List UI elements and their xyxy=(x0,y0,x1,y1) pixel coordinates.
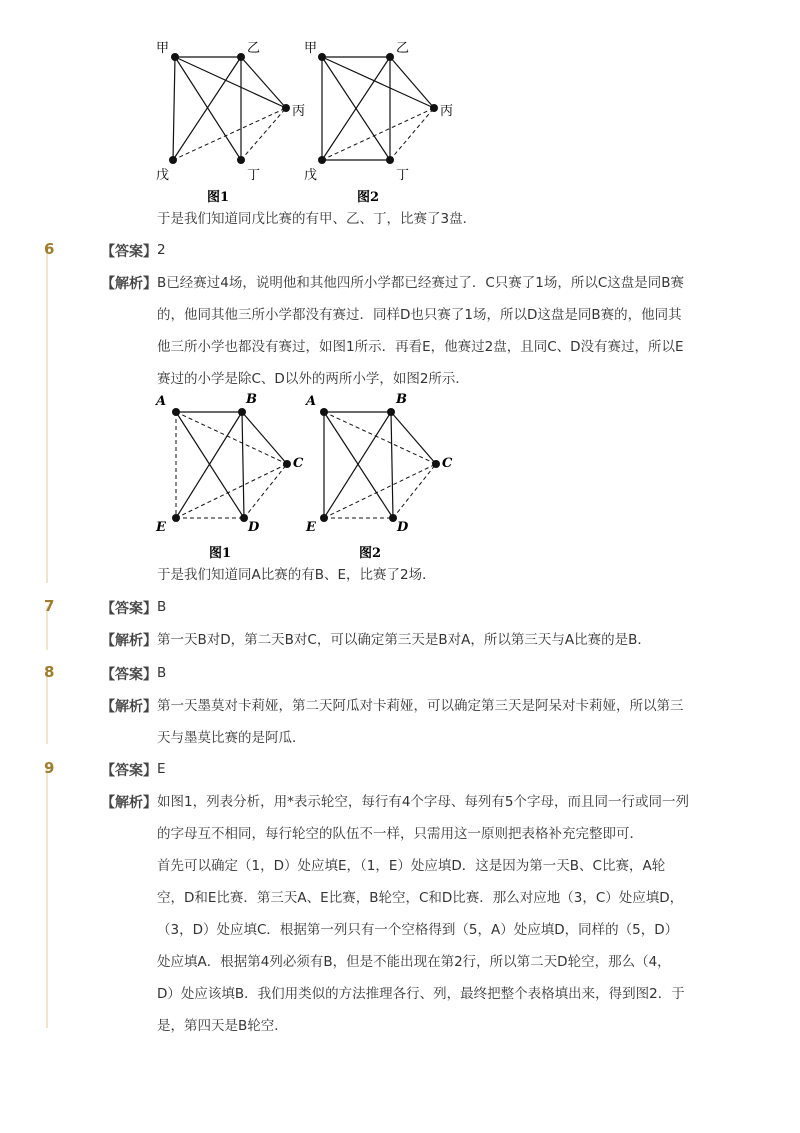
answer-value: E xyxy=(157,761,166,777)
answer-value: B xyxy=(157,665,167,681)
vertex-label: C xyxy=(293,456,304,471)
conclusion-text: 于是我们知道同戊比赛的有甲、乙、丁，比赛了3盘． xyxy=(157,211,477,227)
analysis-label: 【解析】 xyxy=(101,699,157,715)
vertex-label: D xyxy=(397,520,409,535)
vertex-label: A xyxy=(156,394,167,409)
vertex-label: B xyxy=(246,392,257,407)
answer-value: 2 xyxy=(157,242,166,258)
vertex-label: D xyxy=(248,520,260,535)
vertex-label: C xyxy=(442,456,453,471)
analysis-line: 天与墨莫比赛的是阿瓜． xyxy=(157,730,306,746)
analysis-label: 【解析】 xyxy=(101,795,157,811)
vertex-label: E xyxy=(306,520,316,535)
analysis-line: 是，第四天是B轮空． xyxy=(157,1018,288,1034)
vertex-label: 甲 xyxy=(304,41,318,56)
vertex-label: 乙 xyxy=(247,41,261,56)
analysis-line: 如图1，列表分析，用*表示轮空，每行有4个字母、每列有5个字母，而且同一行或同一列 xyxy=(157,794,690,810)
figure-caption: 图1 xyxy=(209,546,232,561)
analysis-line: 首先可以确定（1，D）处应填E，（1，E）处应填D．这是因为第一天B、C比赛，A轮 xyxy=(157,858,666,874)
vertex-label: 戊 xyxy=(156,168,170,183)
analysis-line: D）处应该填B．我们用类似的方法推理各行、列，最终把整个表格填出来，得到图2．于 xyxy=(157,986,685,1002)
vertex-label: B xyxy=(396,392,407,407)
analysis-line: 他三所小学也都没有赛过，如图1所示．再看E，他赛过2盘，且同C、D没有赛过，所以E xyxy=(157,339,684,355)
analysis-label: 【解析】 xyxy=(101,276,157,292)
vertex-label: E xyxy=(156,520,166,535)
question-accent-bar xyxy=(46,768,48,1028)
question-number: 7 xyxy=(44,597,55,615)
vertex-label: 甲 xyxy=(156,41,170,56)
vertex-label: 丁 xyxy=(247,168,261,183)
analysis-line: 处应填A．根据第4列必须有B，但是不能出现在第2行，所以第二天D轮空，那么（4， xyxy=(157,954,671,970)
figure-caption: 图1 xyxy=(207,190,230,205)
figure-caption: 图2 xyxy=(359,546,382,561)
vertex-label: 丙 xyxy=(292,104,306,119)
analysis-line: 赛过的小学是除C、D以外的两所小学，如图2所示． xyxy=(157,371,469,387)
question-number: 6 xyxy=(44,240,55,258)
vertex-label: 戊 xyxy=(304,168,318,183)
vertex-label: A xyxy=(306,394,317,409)
figure-caption: 图2 xyxy=(357,190,380,205)
analysis-line: 的，他同其他三所小学都没有赛过．同样D也只赛了1场，所以D这盘是同B赛的，他同其 xyxy=(157,307,682,323)
analysis-label: 【解析】 xyxy=(101,633,157,649)
vertex-label: 丙 xyxy=(440,104,454,119)
answer-value: B xyxy=(157,599,167,615)
answer-label: 【答案】 xyxy=(101,667,157,683)
answer-label: 【答案】 xyxy=(101,244,157,260)
conclusion-text: 于是我们知道同A比赛的有B、E，比赛了2场． xyxy=(157,567,436,583)
answer-label: 【答案】 xyxy=(101,601,157,617)
vertex-label: 丁 xyxy=(396,168,410,183)
analysis-line: 第一天B对D，第二天B对C，可以确定第三天是B对A，所以第三天与A比赛的是B． xyxy=(157,632,651,648)
analysis-line: （3，D）处应填C．根据第一列只有一个空格得到（5，A）处应填D，同样的（5，D） xyxy=(157,922,679,938)
analysis-line: B已经赛过4场，说明他和其他四所小学都已经赛过了．C只赛了1场，所以C这盘是同B赛 xyxy=(157,275,685,291)
vertex-label: 乙 xyxy=(396,41,410,56)
answer-label: 【答案】 xyxy=(101,763,157,779)
question-number: 9 xyxy=(44,759,55,777)
analysis-line: 空，D和E比赛．第三天A、E比赛，B轮空，C和D比赛．那么对应地（3，C）处应填D， xyxy=(157,890,684,906)
analysis-line: 第一天墨莫对卡莉娅，第二天阿瓜对卡莉娅，可以确定第三天是阿呆对卡莉娅，所以第三 xyxy=(157,698,684,714)
question-number: 8 xyxy=(44,663,55,681)
analysis-line: 的字母互不相同，每行轮空的队伍不一样，只需用这一原则把表格补充完整即可． xyxy=(157,826,643,842)
question-accent-bar xyxy=(46,672,48,744)
